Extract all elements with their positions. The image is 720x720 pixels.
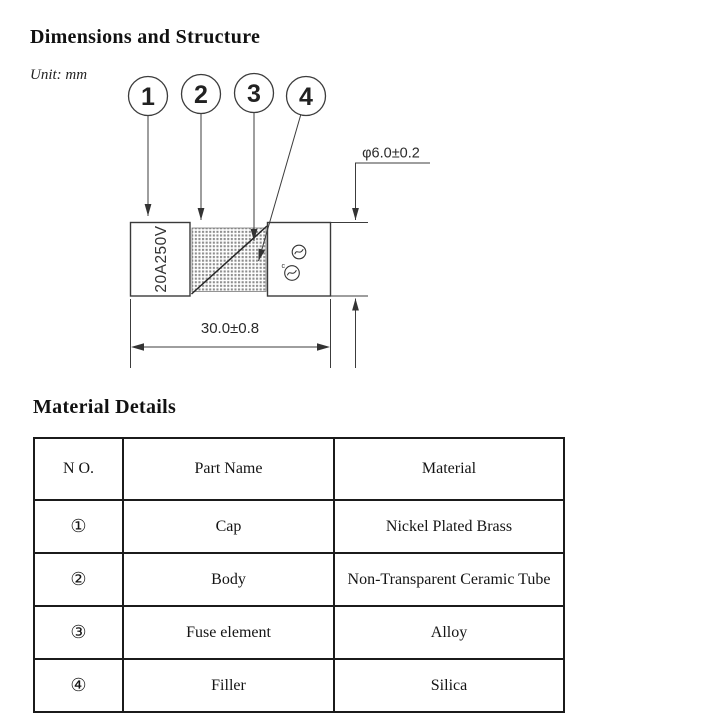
column-header-no: N O. [34,438,123,500]
cap-marking-text: 20A250V [153,225,170,293]
column-header-material: Material [334,438,564,500]
column-header-part: Part Name [123,438,334,500]
part-name-cell: Filler [123,659,334,712]
callout-number-2: 2 [194,81,208,109]
table-row-cap [34,500,564,553]
material-cell: Alloy [334,606,564,659]
row-number: ③ [34,606,123,659]
part-name-cell: Fuse element [123,606,334,659]
diameter-dimension [331,163,430,368]
table-header-row [34,438,564,500]
row-number: ① [34,500,123,553]
cert-c-label: c [281,263,285,270]
material-details-table [33,437,565,713]
part-name-cell: Body [123,553,334,606]
page-title: Dimensions and Structure [30,26,261,48]
row-number: ④ [34,659,123,712]
row-number: ② [34,553,123,606]
material-cell: Silica [334,659,564,712]
part-name-cell: Cap [123,500,334,553]
table-row-filler [34,659,564,712]
table-row-body [34,553,564,606]
diameter-leader [356,163,431,220]
material-cell: Non-Transparent Ceramic Tube [334,553,564,606]
callout-number-4: 4 [299,83,313,111]
material-cell: Nickel Plated Brass [334,500,564,553]
table-row-fuse-element [34,606,564,659]
unit-label: Unit: mm [30,67,88,83]
diameter-dimension-label: φ6.0±0.2 [362,145,420,162]
callout-number-3: 3 [247,80,261,108]
callout-number-1: 1 [141,83,155,111]
length-arrow-right [317,343,330,351]
length-arrow-left [131,343,144,351]
fuse-assembly [131,223,331,297]
section-title-material-details: Material Details [33,396,177,418]
length-dimension-label: 30.0±0.8 [200,320,260,337]
callout-balloons [129,74,326,116]
